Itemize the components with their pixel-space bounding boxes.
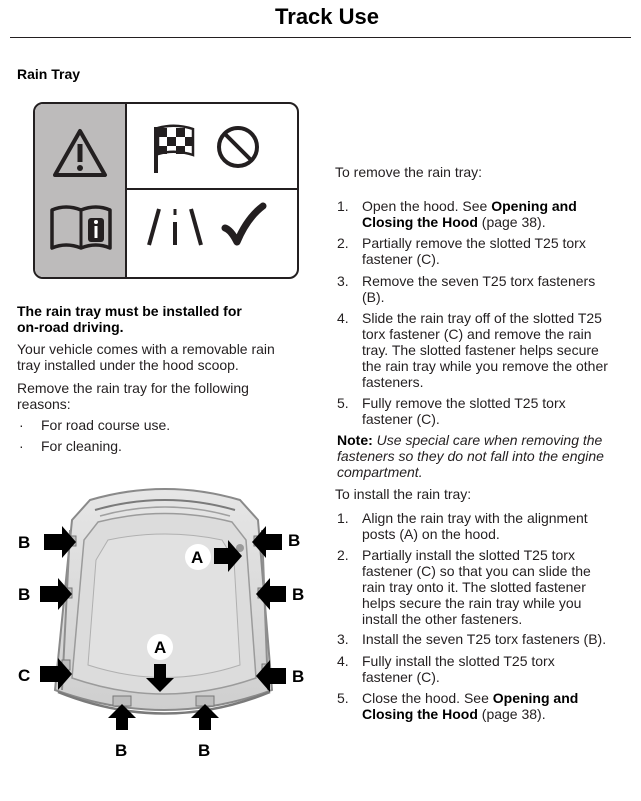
step-number: 2. bbox=[337, 235, 349, 251]
step-line: tray. The slotted fastener helps secure bbox=[362, 342, 599, 358]
step-number: 2. bbox=[337, 547, 349, 563]
link-closing-the-hood[interactable]: Closing the Hood bbox=[362, 706, 478, 722]
step-number: 5. bbox=[337, 690, 349, 706]
note-line-3: compartment. bbox=[337, 464, 423, 480]
checkmark-icon bbox=[221, 202, 267, 250]
warning-symbol-box bbox=[33, 102, 299, 279]
step-line: Install the seven T25 torx fasteners (B). bbox=[362, 631, 607, 647]
step-number: 5. bbox=[337, 395, 349, 411]
step-number: 4. bbox=[337, 310, 349, 326]
prohibited-icon bbox=[215, 124, 261, 170]
step-line: helps secure the rain tray while you bbox=[362, 595, 582, 611]
install-intro: To install the rain tray: bbox=[335, 486, 472, 502]
reasons-intro-line-2: reasons: bbox=[17, 396, 71, 412]
link-opening-and[interactable]: Opening and bbox=[491, 198, 577, 214]
title-rule bbox=[10, 37, 631, 38]
checkered-flag-icon bbox=[151, 123, 197, 175]
link-closing-the-hood[interactable]: Closing the Hood bbox=[362, 214, 478, 230]
label-b-right-3: B bbox=[292, 667, 305, 686]
reason-item: For road course use. bbox=[41, 417, 171, 433]
install-step-5-line-2: Closing the Hood (page 38). bbox=[362, 706, 546, 722]
label-b-right-1: B bbox=[288, 531, 301, 550]
step-line: fastener (C). bbox=[362, 411, 440, 427]
note-label: Note: bbox=[337, 432, 373, 448]
step-number: 3. bbox=[337, 631, 349, 647]
bullet: · bbox=[19, 438, 24, 454]
reasons-intro-line-1: Remove the rain tray for the following bbox=[17, 380, 249, 396]
step-line: Fully install the slotted T25 torx bbox=[362, 653, 555, 669]
intro-para-line-2: tray installed under the hood scoop. bbox=[17, 357, 239, 373]
label-b-left-1: B bbox=[18, 533, 31, 552]
step-line: the rain tray while you remove the other bbox=[362, 358, 608, 374]
step-number: 4. bbox=[337, 653, 349, 669]
step-line: fastener (C) so that you can slide the bbox=[362, 563, 591, 579]
step-line: Slide the rain tray off of the slotted T25 bbox=[362, 310, 602, 326]
step-line: Fully remove the slotted T25 torx bbox=[362, 395, 566, 411]
label-b-left-2: B bbox=[18, 585, 31, 604]
step-line: (B). bbox=[362, 289, 385, 305]
label-a-center: A bbox=[154, 638, 167, 657]
install-step-5-line-1: Close the hood. See Opening and bbox=[362, 690, 579, 706]
step-line: posts (A) on the hood. bbox=[362, 526, 500, 542]
section-heading: Rain Tray bbox=[17, 66, 81, 82]
road-icon bbox=[145, 206, 205, 248]
label-b-right-2: B bbox=[292, 585, 305, 604]
bullet: · bbox=[19, 417, 24, 433]
step-line: Partially remove the slotted T25 torx bbox=[362, 235, 586, 251]
step-line: rain tray onto it. The slotted fastener bbox=[362, 579, 586, 595]
reason-item: For cleaning. bbox=[41, 438, 122, 454]
step-line: Partially install the slotted T25 torx bbox=[362, 547, 575, 563]
rain-tray-diagram bbox=[0, 470, 330, 770]
label-b-bottom-1: B bbox=[115, 741, 128, 760]
warning-text-line-1: The rain tray must be installed for bbox=[17, 303, 242, 319]
owner-manual-info-icon bbox=[48, 204, 114, 252]
step-line: fasteners. bbox=[362, 374, 424, 390]
label-a-upper: A bbox=[191, 548, 204, 567]
step-line: fastener (C). bbox=[362, 669, 440, 685]
intro-para-line-1: Your vehicle comes with a removable rain bbox=[17, 341, 275, 357]
step-line: install the other fasteners. bbox=[362, 611, 523, 627]
label-c-left: C bbox=[18, 666, 31, 685]
warning-triangle-icon bbox=[52, 128, 108, 178]
warning-text-line-2: on-road driving. bbox=[17, 319, 124, 335]
page-title: Track Use bbox=[275, 4, 379, 29]
remove-intro: To remove the rain tray: bbox=[335, 164, 483, 180]
note-line-1: Note: Use special care when removing the bbox=[337, 432, 603, 448]
step-line: Remove the seven T25 torx fasteners bbox=[362, 273, 596, 289]
remove-step-1-line-2: Closing the Hood (page 38). bbox=[362, 214, 546, 230]
symbol-box-divider bbox=[125, 188, 297, 190]
step-line: Align the rain tray with the alignment bbox=[362, 510, 588, 526]
step-number: 1. bbox=[337, 198, 349, 214]
link-opening-and[interactable]: Opening and bbox=[492, 690, 579, 706]
step-number: 3. bbox=[337, 273, 349, 289]
label-b-bottom-2: B bbox=[198, 741, 211, 760]
step-line: torx fastener (C) and remove the rain bbox=[362, 326, 592, 342]
step-line: fastener (C). bbox=[362, 251, 440, 267]
note-line-2: fasteners so they do not fall into the engine bbox=[337, 448, 604, 464]
remove-step-1-line-1: Open the hood. See Opening and bbox=[362, 198, 577, 214]
step-number: 1. bbox=[337, 510, 349, 526]
